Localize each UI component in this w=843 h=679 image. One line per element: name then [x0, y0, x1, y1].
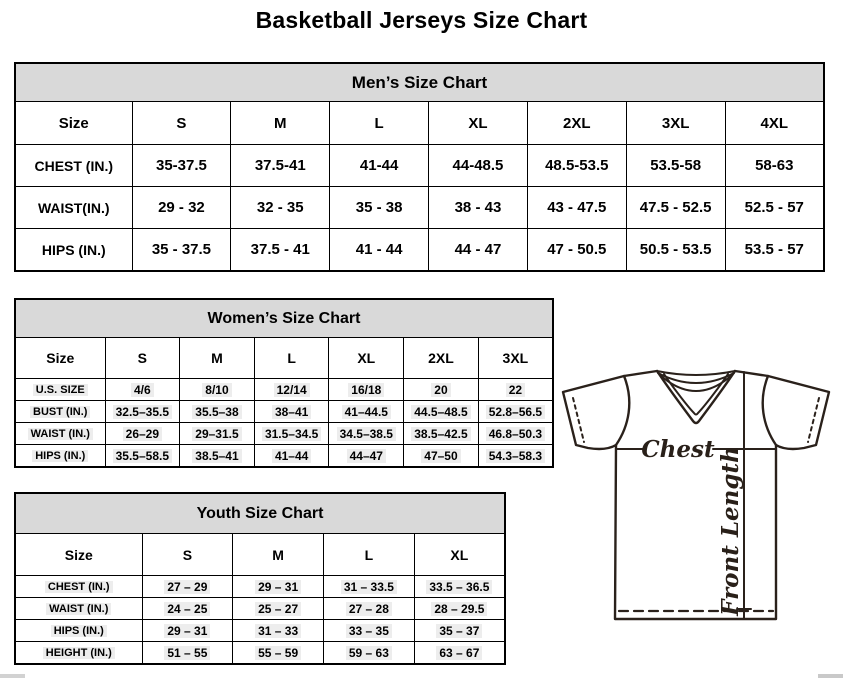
measurement-cell [478, 379, 553, 401]
cell-text: 52.8–56.5 [486, 405, 545, 419]
measurement-cell: 41-44 [330, 145, 429, 187]
measurement-cell: 47.5 - 52.5 [626, 187, 725, 229]
measurement-cell [233, 642, 324, 665]
column-header: M [233, 534, 324, 576]
row-label [15, 445, 105, 468]
cell-text: 4/6 [131, 383, 154, 397]
measurement-cell: 44 - 47 [429, 229, 528, 272]
cell-text: 35.5–38 [192, 405, 241, 419]
measurement-cell [142, 576, 233, 598]
cell-text: 44–47 [347, 449, 386, 463]
measurement-cell [254, 445, 329, 468]
column-header: L [324, 534, 415, 576]
measurement-cell [414, 598, 505, 620]
measurement-cell [414, 620, 505, 642]
column-header: S [132, 102, 231, 145]
column-header: XL [329, 338, 404, 379]
column-header: XL [429, 102, 528, 145]
table-row-chest [15, 145, 824, 187]
table-row-hips [15, 620, 505, 642]
measurement-cell [329, 445, 404, 468]
cell-text: 31 – 33 [255, 624, 301, 638]
youth-size-header-row [15, 534, 505, 576]
measurement-cell [180, 423, 255, 445]
measurement-cell [105, 423, 180, 445]
measurement-cell: 50.5 - 53.5 [626, 229, 725, 272]
cell-text: 31 – 33.5 [341, 580, 397, 594]
column-header: Size [15, 102, 132, 145]
measurement-cell [233, 620, 324, 642]
chest-label: Chest [641, 436, 715, 463]
table-row-chest [15, 576, 505, 598]
column-header: Size [15, 534, 142, 576]
mens-size-table [14, 62, 825, 272]
measurement-cell [142, 598, 233, 620]
row-label: HIPS (IN.) [15, 229, 132, 272]
table-row-waist [15, 423, 553, 445]
measurement-cell: 47 - 50.5 [527, 229, 626, 272]
measurement-cell [329, 379, 404, 401]
cell-text: 35 – 37 [436, 624, 482, 638]
mens-table-title: Men’s Size Chart [15, 63, 824, 102]
measurement-cell [329, 423, 404, 445]
measurement-cell [329, 401, 404, 423]
measurement-cell [404, 379, 479, 401]
cell-text: 63 – 67 [436, 646, 482, 660]
cell-text: 38.5–41 [192, 449, 241, 463]
measurement-cell [254, 401, 329, 423]
right-armhole-seam [763, 376, 776, 445]
youth-table-title: Youth Size Chart [15, 493, 505, 534]
womens-size-header-row [15, 338, 553, 379]
measurement-cell [105, 445, 180, 468]
scrollbar-left-button[interactable] [0, 674, 25, 678]
column-header: M [231, 102, 330, 145]
table-row-hips [15, 445, 553, 468]
measurement-cell [478, 423, 553, 445]
womens-table-title: Women’s Size Chart [15, 299, 553, 338]
table-row-waist [15, 187, 824, 229]
measurement-cell [414, 576, 505, 598]
cell-text: 29 – 31 [255, 580, 301, 594]
measurement-cell [254, 423, 329, 445]
row-label-text: BUST (IN.) [30, 406, 90, 418]
cell-text: 25 – 27 [255, 602, 301, 616]
front-length-label: Front Length [717, 446, 744, 616]
row-label-text: HIPS (IN.) [32, 450, 88, 462]
measurement-cell: 44-48.5 [429, 145, 528, 187]
measurement-cell: 58-63 [725, 145, 824, 187]
table-row-waist [15, 598, 505, 620]
cell-text: 26–29 [123, 427, 162, 441]
youth-size-table [14, 492, 506, 665]
table-row-height [15, 642, 505, 665]
row-label-text: WAIST (IN.) [28, 428, 93, 440]
column-header: S [105, 338, 180, 379]
measurement-cell [233, 598, 324, 620]
cell-text: 32.5–35.5 [113, 405, 172, 419]
measurement-cell: 48.5-53.5 [527, 145, 626, 187]
measurement-cell [404, 423, 479, 445]
cell-text: 55 – 59 [255, 646, 301, 660]
measurement-cell [324, 642, 415, 665]
measurement-cell [404, 445, 479, 468]
measurement-cell [180, 445, 255, 468]
measurement-cell: 52.5 - 57 [725, 187, 824, 229]
cell-text: 41–44.5 [342, 405, 391, 419]
back-collar-curve [657, 371, 735, 375]
cell-text: 8/10 [202, 383, 231, 397]
row-label-text: HIPS (IN.) [51, 625, 107, 637]
row-label-text: HEIGHT (IN.) [43, 647, 115, 659]
scrollbar-right-button[interactable] [818, 674, 843, 678]
cell-text: 33 – 35 [346, 624, 392, 638]
table-row-hips [15, 229, 824, 272]
cell-text: 24 – 25 [164, 602, 210, 616]
row-label [15, 379, 105, 401]
measurement-cell [180, 401, 255, 423]
cell-text: 35.5–58.5 [113, 449, 172, 463]
column-header: Size [15, 338, 105, 379]
measurement-cell [324, 620, 415, 642]
column-header: 4XL [725, 102, 824, 145]
column-header: L [254, 338, 329, 379]
measurement-cell: 37.5 - 41 [231, 229, 330, 272]
cell-text: 28 – 29.5 [431, 602, 487, 616]
measurement-cell [414, 642, 505, 665]
column-header: 3XL [478, 338, 553, 379]
measurement-cell: 43 - 47.5 [527, 187, 626, 229]
measurement-cell [478, 401, 553, 423]
measurement-cell: 35-37.5 [132, 145, 231, 187]
cell-text: 47–50 [421, 449, 460, 463]
row-label: CHEST (IN.) [15, 145, 132, 187]
cell-text: 33.5 – 36.5 [426, 580, 492, 594]
row-label: WAIST(IN.) [15, 187, 132, 229]
measurement-cell [404, 401, 479, 423]
row-label [15, 620, 142, 642]
row-label-text: CHEST (IN.) [45, 581, 113, 593]
cell-text: 41–44 [272, 449, 311, 463]
measurement-cell [233, 576, 324, 598]
row-label [15, 576, 142, 598]
cell-text: 34.5–38.5 [337, 427, 396, 441]
row-label-text: WAIST (IN.) [46, 603, 111, 615]
measurement-cell [180, 379, 255, 401]
measurement-cell: 35 - 38 [330, 187, 429, 229]
row-label [15, 401, 105, 423]
mens-size-header-row [15, 102, 824, 145]
womens-table-title-row [15, 299, 553, 338]
measurement-cell: 41 - 44 [330, 229, 429, 272]
measurement-cell: 53.5-58 [626, 145, 725, 187]
cell-text: 16/18 [348, 383, 384, 397]
measurement-cell [324, 576, 415, 598]
cell-text: 46.8–50.3 [486, 427, 545, 441]
measurement-cell [105, 401, 180, 423]
youth-table-title-row [15, 493, 505, 534]
column-header: XL [414, 534, 505, 576]
row-label [15, 642, 142, 665]
measurement-cell: 53.5 - 57 [725, 229, 824, 272]
cell-text: 22 [506, 383, 525, 397]
mens-table-title-row [15, 63, 824, 102]
cell-text: 54.3–58.3 [486, 449, 545, 463]
cell-text: 12/14 [274, 383, 310, 397]
cell-text: 59 – 63 [346, 646, 392, 660]
page-title: Basketball Jerseys Size Chart [255, 7, 588, 33]
column-header: S [142, 534, 233, 576]
cell-text: 38–41 [272, 405, 311, 419]
measurement-cell: 35 - 37.5 [132, 229, 231, 272]
cell-text: 44.5–48.5 [411, 405, 470, 419]
measurement-cell [105, 379, 180, 401]
table-row-bust [15, 401, 553, 423]
measurement-cell: 38 - 43 [429, 187, 528, 229]
measurement-cell [324, 598, 415, 620]
left-armhole-seam [616, 376, 629, 445]
column-header: 2XL [527, 102, 626, 145]
cell-text: 31.5–34.5 [262, 427, 321, 441]
row-label-text: U.S. SIZE [33, 384, 88, 396]
cell-text: 51 – 55 [164, 646, 210, 660]
cell-text: 27 – 28 [346, 602, 392, 616]
measurement-cell [254, 379, 329, 401]
measurement-cell: 29 - 32 [132, 187, 231, 229]
column-header: M [180, 338, 255, 379]
jersey-measurement-diagram [561, 361, 837, 623]
cell-text: 38.5–42.5 [411, 427, 470, 441]
cell-text: 29–31.5 [192, 427, 241, 441]
measurement-cell [142, 642, 233, 665]
column-header: 3XL [626, 102, 725, 145]
measurement-cell: 32 - 35 [231, 187, 330, 229]
row-label [15, 598, 142, 620]
measurement-cell [142, 620, 233, 642]
jersey-outline [563, 371, 829, 619]
cell-text: 20 [431, 383, 450, 397]
womens-size-table [14, 298, 554, 468]
row-label [15, 423, 105, 445]
measurement-cell [478, 445, 553, 468]
column-header: 2XL [404, 338, 479, 379]
cell-text: 27 – 29 [164, 580, 210, 594]
column-header: L [330, 102, 429, 145]
measurement-cell: 37.5-41 [231, 145, 330, 187]
table-row-us-size [15, 379, 553, 401]
cell-text: 29 – 31 [164, 624, 210, 638]
